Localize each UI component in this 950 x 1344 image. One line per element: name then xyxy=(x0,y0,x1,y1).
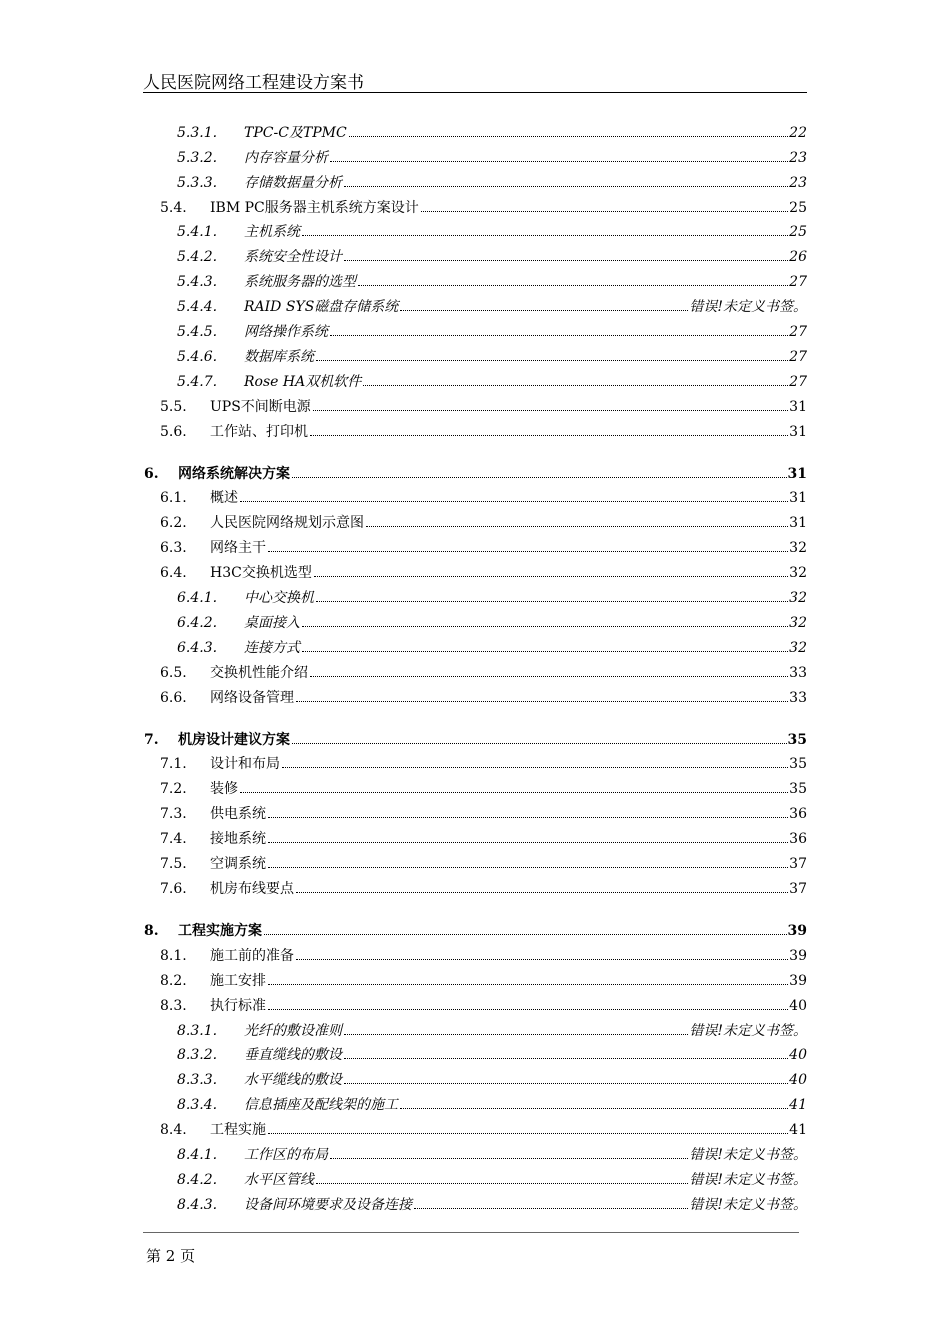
toc-entry-number: 5.4.3. xyxy=(177,274,218,291)
toc-entry-number: 6.6. xyxy=(160,689,187,706)
toc-entry-number: 8.2. xyxy=(160,972,187,989)
toc-entry-page: 25 xyxy=(789,224,807,241)
toc-entry-title: 垂直缆线的敷设 xyxy=(244,1047,342,1064)
toc-entry-page: 31 xyxy=(789,515,807,532)
toc-entry[interactable] xyxy=(143,191,807,216)
toc-entry[interactable] xyxy=(143,606,807,631)
toc-entry-number: 6.2. xyxy=(160,515,187,532)
toc-dot-leader xyxy=(302,235,788,236)
toc-entry[interactable] xyxy=(143,290,807,315)
toc-entry[interactable] xyxy=(143,415,807,440)
toc-entry-number: 5.3.3. xyxy=(177,174,218,191)
toc-entry[interactable] xyxy=(143,905,807,939)
toc-dot-leader xyxy=(344,1083,788,1084)
toc-entry-title: 桌面接入 xyxy=(244,614,300,631)
toc-dot-leader xyxy=(421,211,788,212)
toc-entry-number: 7.3. xyxy=(160,806,187,823)
toc-entry-number: 5.3.2. xyxy=(177,149,218,166)
toc-entry-page: 27 xyxy=(789,324,807,341)
toc-entry-number: 6. xyxy=(144,465,159,482)
toc-entry-page: 27 xyxy=(789,348,807,365)
toc-entry-number: 6.3. xyxy=(160,540,187,557)
toc-entry[interactable] xyxy=(143,531,807,556)
toc-entry-title: 装修 xyxy=(210,781,238,798)
toc-dot-leader xyxy=(344,186,788,187)
toc-entry-number: 6.4.1. xyxy=(177,590,218,607)
toc-entry-number: 8.3.4. xyxy=(177,1097,218,1114)
toc-entry-title: 网络系统解决方案 xyxy=(178,465,290,482)
toc-dot-leader xyxy=(414,1208,688,1209)
toc-entry-title: Rose HA双机软件 xyxy=(244,373,362,390)
toc-entry-number: 7.2. xyxy=(160,781,187,798)
toc-entry-number: 5.4.7. xyxy=(177,373,218,390)
toc-entry-page: 26 xyxy=(789,249,807,266)
toc-entry-page: 31 xyxy=(789,423,807,440)
toc-entry-title: 工程实施方案 xyxy=(178,922,262,939)
toc-dot-leader xyxy=(330,335,788,336)
toc-entry[interactable] xyxy=(143,240,807,265)
toc-entry-title: 施工前的准备 xyxy=(210,947,294,964)
toc-entry-page: 36 xyxy=(789,806,807,823)
toc-dot-leader xyxy=(240,792,788,793)
toc-entry[interactable] xyxy=(143,315,807,340)
toc-entry-number: 7.6. xyxy=(160,880,187,897)
toc-dot-leader xyxy=(296,959,788,960)
toc-entry-page: 41 xyxy=(789,1097,807,1114)
toc-dot-leader xyxy=(349,136,788,137)
toc-entry[interactable] xyxy=(143,166,807,191)
table-of-contents xyxy=(143,116,807,1213)
toc-dot-leader xyxy=(268,842,788,843)
toc-entry-number: 5.4.5. xyxy=(177,324,218,341)
toc-entry-number: 5.4.1. xyxy=(177,224,218,241)
toc-entry-page: 32 xyxy=(789,590,807,607)
toc-dot-leader xyxy=(268,984,788,985)
toc-dot-leader xyxy=(316,1183,688,1184)
toc-entry-page: 27 xyxy=(789,274,807,291)
toc-entry-number: 5.3.1. xyxy=(177,124,218,141)
toc-entry[interactable] xyxy=(143,939,807,964)
toc-entry-title: 供电系统 xyxy=(210,806,266,823)
toc-entry-page: 31 xyxy=(789,398,807,415)
toc-entry-number: 7.1. xyxy=(160,756,187,773)
toc-entry-number: 7. xyxy=(144,731,159,748)
toc-entry[interactable] xyxy=(143,872,807,897)
toc-dot-leader xyxy=(268,551,788,552)
footer-page-number: 第 2 页 xyxy=(146,1247,196,1265)
toc-section-gap xyxy=(143,440,807,448)
toc-dot-leader xyxy=(366,526,788,527)
toc-entry-number: 8.3.3. xyxy=(177,1072,218,1089)
toc-dot-leader xyxy=(344,1058,788,1059)
toc-entry[interactable] xyxy=(143,556,807,581)
toc-dot-leader xyxy=(268,1133,788,1134)
toc-entry[interactable] xyxy=(143,772,807,797)
toc-entry-title: 信息插座及配线架的施工 xyxy=(244,1097,398,1114)
toc-entry-title: 连接方式 xyxy=(244,639,300,656)
toc-dot-leader xyxy=(316,601,788,602)
toc-dot-leader xyxy=(358,285,788,286)
toc-entry[interactable] xyxy=(143,216,807,241)
toc-entry-page: 39 xyxy=(789,947,807,964)
toc-dot-leader xyxy=(330,161,788,162)
toc-dot-leader xyxy=(400,1108,788,1109)
toc-entry-page: 35 xyxy=(787,731,807,748)
header-title: 人民医院网络工程建设方案书 xyxy=(143,73,364,93)
toc-entry-title: 网络设备管理 xyxy=(210,689,294,706)
toc-entry[interactable] xyxy=(143,822,807,847)
toc-entry-number: 7.4. xyxy=(160,831,187,848)
toc-entry-title: 执行标准 xyxy=(210,997,266,1014)
toc-entry-page: 41 xyxy=(789,1122,807,1139)
toc-entry-title: 系统安全性设计 xyxy=(244,249,342,266)
toc-entry-title: 水平区管线 xyxy=(244,1171,314,1188)
footer-rule xyxy=(143,1232,799,1233)
toc-entry-title: 中心交换机 xyxy=(244,590,314,607)
toc-entry-page: 23 xyxy=(789,174,807,191)
toc-entry[interactable] xyxy=(143,365,807,390)
toc-dot-leader xyxy=(292,743,787,744)
toc-entry-title: TPC-C及TPMC xyxy=(244,124,347,141)
toc-entry-page: 40 xyxy=(789,997,807,1014)
toc-dot-leader xyxy=(314,576,788,577)
toc-dot-leader xyxy=(400,310,688,311)
toc-entry[interactable] xyxy=(143,1113,807,1138)
toc-entry-number: 8.4.1. xyxy=(177,1146,218,1163)
toc-entry-page: 31 xyxy=(787,465,807,482)
toc-entry-number: 8.4. xyxy=(160,1122,187,1139)
toc-entry-number: 7.5. xyxy=(160,856,187,873)
toc-dot-leader xyxy=(264,934,787,935)
toc-entry-number: 8.4.3. xyxy=(177,1196,218,1213)
toc-entry-number: 8.1. xyxy=(160,947,187,964)
toc-entry[interactable] xyxy=(143,748,807,773)
toc-entry-number: 8.3.1. xyxy=(177,1022,218,1039)
toc-entry-page: 错误!未定义书签。 xyxy=(689,299,807,316)
toc-entry[interactable] xyxy=(143,448,807,482)
toc-dot-leader xyxy=(268,1009,788,1010)
toc-dot-leader xyxy=(363,385,788,386)
toc-entry-page: 错误!未定义书签。 xyxy=(689,1022,807,1039)
toc-dot-leader xyxy=(240,501,788,502)
toc-entry-title: H3C交换机选型 xyxy=(210,565,312,582)
toc-entry-page: 错误!未定义书签。 xyxy=(689,1146,807,1163)
toc-entry-number: 6.4. xyxy=(160,565,187,582)
toc-entry[interactable] xyxy=(143,1039,807,1064)
toc-entry[interactable] xyxy=(143,656,807,681)
toc-entry[interactable] xyxy=(143,631,807,656)
toc-entry[interactable] xyxy=(143,390,807,415)
toc-entry-title: RAID SYS磁盘存储系统 xyxy=(244,299,399,316)
toc-entry-title: 设备间环境要求及设备连接 xyxy=(244,1196,412,1213)
toc-entry-page: 25 xyxy=(789,199,807,216)
toc-entry-number: 5.5. xyxy=(160,398,187,415)
toc-entry-page: 错误!未定义书签。 xyxy=(689,1171,807,1188)
toc-entry-number: 5.4.6. xyxy=(177,348,218,365)
toc-entry-page: 32 xyxy=(789,639,807,656)
toc-entry-title: 机房设计建议方案 xyxy=(178,731,290,748)
toc-entry-page: 39 xyxy=(789,972,807,989)
toc-dot-leader xyxy=(310,435,788,436)
toc-entry-title: 系统服务器的选型 xyxy=(244,274,356,291)
toc-entry-page: 32 xyxy=(789,540,807,557)
toc-entry[interactable] xyxy=(143,1188,807,1213)
toc-entry-title: 工程实施 xyxy=(210,1122,266,1139)
toc-dot-leader xyxy=(344,260,788,261)
toc-entry-page: 37 xyxy=(789,856,807,873)
toc-dot-leader xyxy=(313,410,788,411)
toc-entry-title: 机房布线要点 xyxy=(210,880,294,897)
toc-dot-leader xyxy=(292,477,787,478)
toc-entry-page: 31 xyxy=(789,490,807,507)
header-rule xyxy=(143,92,807,93)
toc-entry-title: 人民医院网络规划示意图 xyxy=(210,515,364,532)
toc-entry-number: 5.4.2. xyxy=(177,249,218,266)
toc-entry-title: 设计和布局 xyxy=(210,756,280,773)
toc-dot-leader xyxy=(330,1158,688,1159)
toc-dot-leader xyxy=(302,626,788,627)
toc-entry-number: 8.3. xyxy=(160,997,187,1014)
toc-entry-page: 35 xyxy=(789,781,807,798)
toc-dot-leader xyxy=(268,817,788,818)
toc-entry[interactable] xyxy=(143,141,807,166)
toc-entry[interactable] xyxy=(143,714,807,748)
toc-entry-title: 内存容量分析 xyxy=(244,149,328,166)
toc-entry-number: 6.4.3. xyxy=(177,639,218,656)
toc-entry-title: 交换机性能介绍 xyxy=(210,664,308,681)
toc-entry[interactable] xyxy=(143,1138,807,1163)
toc-dot-leader xyxy=(302,651,788,652)
toc-entry-title: 工作区的布局 xyxy=(244,1146,328,1163)
toc-entry[interactable] xyxy=(143,340,807,365)
toc-entry-title: 水平缆线的敷设 xyxy=(244,1072,342,1089)
toc-entry-number: 8. xyxy=(144,922,159,939)
toc-entry-page: 32 xyxy=(789,565,807,582)
toc-entry[interactable] xyxy=(143,847,807,872)
toc-entry-page: 40 xyxy=(789,1047,807,1064)
toc-entry-number: 8.4.2. xyxy=(177,1171,218,1188)
toc-dot-leader xyxy=(344,1034,688,1035)
toc-entry[interactable] xyxy=(143,989,807,1014)
toc-entry-title: 概述 xyxy=(210,490,238,507)
toc-entry-title: 接地系统 xyxy=(210,831,266,848)
toc-section-gap xyxy=(143,706,807,714)
toc-entry-number: 5.4. xyxy=(160,199,187,216)
toc-entry-title: IBM PC服务器主机系统方案设计 xyxy=(210,199,419,216)
toc-dot-leader xyxy=(296,892,788,893)
toc-entry[interactable] xyxy=(143,1063,807,1088)
toc-entry-number: 8.3.2. xyxy=(177,1047,218,1064)
toc-entry-page: 33 xyxy=(789,664,807,681)
toc-entry-page: 39 xyxy=(787,922,807,939)
toc-entry-page: 27 xyxy=(789,373,807,390)
toc-section-gap xyxy=(143,897,807,905)
toc-entry-title: 光纤的敷设准则 xyxy=(244,1022,342,1039)
toc-entry-page: 37 xyxy=(789,880,807,897)
toc-entry-number: 6.5. xyxy=(160,664,187,681)
toc-entry[interactable] xyxy=(143,265,807,290)
toc-entry[interactable] xyxy=(143,964,807,989)
toc-entry-number: 5.4.4. xyxy=(177,299,218,316)
toc-entry-title: 网络主干 xyxy=(210,540,266,557)
toc-entry-title: 存储数据量分析 xyxy=(244,174,342,191)
toc-entry[interactable] xyxy=(143,1014,807,1039)
toc-dot-leader xyxy=(310,676,788,677)
toc-entry-number: 6.1. xyxy=(160,490,187,507)
toc-entry-title: 工作站、打印机 xyxy=(210,423,308,440)
toc-entry-page: 35 xyxy=(789,756,807,773)
toc-entry-page: 23 xyxy=(789,149,807,166)
toc-entry-page: 错误!未定义书签。 xyxy=(689,1196,807,1213)
toc-entry[interactable] xyxy=(143,797,807,822)
toc-entry[interactable] xyxy=(143,581,807,606)
toc-entry-title: 施工安排 xyxy=(210,972,266,989)
toc-entry-title: 网络操作系统 xyxy=(244,324,328,341)
toc-entry[interactable] xyxy=(143,482,807,507)
toc-entry-title: 主机系统 xyxy=(244,224,300,241)
toc-entry-number: 5.6. xyxy=(160,423,187,440)
toc-entry[interactable] xyxy=(143,1163,807,1188)
toc-entry-title: 空调系统 xyxy=(210,856,266,873)
toc-entry[interactable] xyxy=(143,506,807,531)
toc-dot-leader xyxy=(268,867,788,868)
toc-entry[interactable] xyxy=(143,116,807,141)
toc-entry-page: 22 xyxy=(789,124,807,141)
toc-dot-leader xyxy=(316,360,788,361)
toc-entry-page: 32 xyxy=(789,614,807,631)
toc-entry-title: UPS不间断电源 xyxy=(210,398,311,415)
toc-entry-title: 数据库系统 xyxy=(244,348,314,365)
toc-entry-page: 33 xyxy=(789,689,807,706)
toc-entry-page: 36 xyxy=(789,831,807,848)
toc-entry-number: 6.4.2. xyxy=(177,614,218,631)
toc-dot-leader xyxy=(296,701,788,702)
toc-dot-leader xyxy=(282,767,788,768)
toc-entry[interactable] xyxy=(143,1088,807,1113)
toc-entry[interactable] xyxy=(143,681,807,706)
toc-entry-page: 40 xyxy=(789,1072,807,1089)
